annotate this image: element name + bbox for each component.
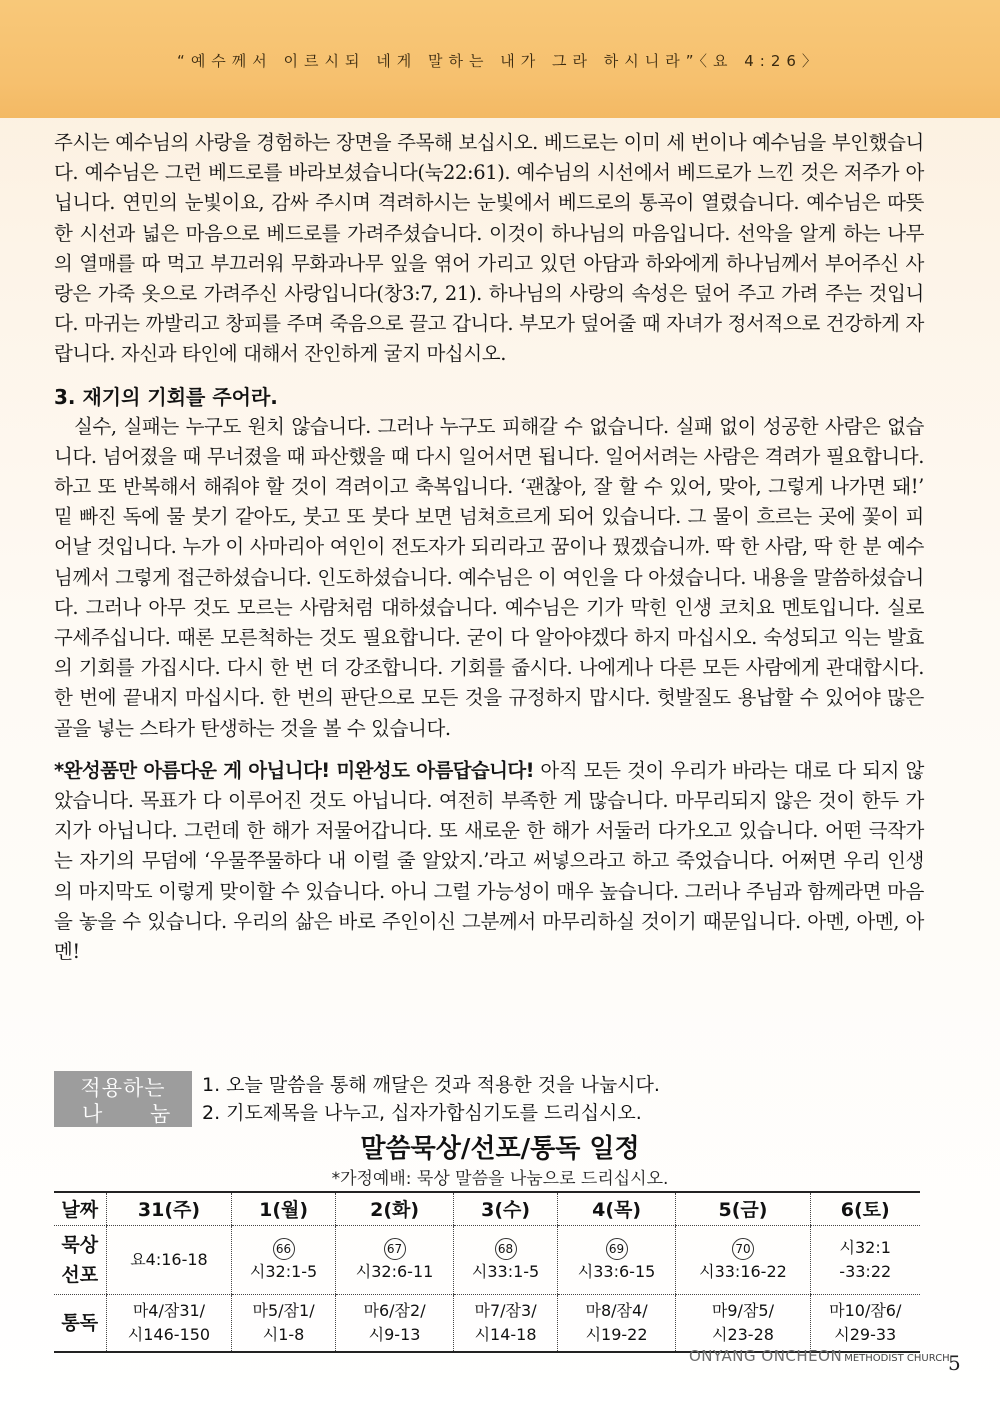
- schedule-cell: 요4:16-18: [106, 1225, 232, 1294]
- schedule-day: 31(주): [106, 1192, 232, 1225]
- application-item-2: 2. 기도제목을 나누고, 십자가합심기도를 드리십시오.: [202, 1102, 642, 1124]
- application-label: 적용하는 나 눔: [54, 1071, 192, 1127]
- schedule-cell: 67 시32:6-11: [335, 1225, 454, 1294]
- application-section: [54, 1071, 924, 1127]
- schedule-cell: 마5/잠1/ 시1-8: [232, 1294, 335, 1352]
- page-number: 5: [948, 1351, 961, 1375]
- section-3-heading: 3. 재기의 기회를 주어라.: [54, 384, 278, 409]
- paragraph-2: 실수, 실패는 누구도 원치 않습니다. 그러나 누구도 피해갈 수 없습니다. 실패 없이 성공한 사람은 없습니다. 넘어졌을 때 무너졌을 때 파산했을 때 다시 일어서면 됩니다. 일어서려는 사람은 격려가 필요합니다. 하고 또 반복해서 해줘야 할 것이 격려이고 축복입니다. ‘괜찮아, 잘 할 수 있어, 맞아, 그렇게 나가면 돼!’ 밑 빠진 독에 물 붓기 같아도, 붓고 또 붓다 보면 넘쳐흐르게 되어 있습니다. 그 물이 흐르는 곳에 꽃이 피어날 것입니다. 누가 이 사마리아 여인이 전도자가 되리라고 꿈이나 꿨겠습니까. 딱 한 사람, 딱 한 분 예수님께서 그렇게 접근하셨습니다. 인도하셨습니다. 예수님은 이 여인을 다 아셨습니다. 내용을 말씀하셨습니다. 그러나 아무 것도 모르는 사람처럼 대하셨습니다. 예수님은 기가 막힌 인생 코치요 멘토입니다. 실로 구세주십니다. 때론 모른척하는 것도 필요합니다. 굳이 다 알아야겠다 하지 마십시오. 숙성되고 익는 발효의 기회를 가집시다. 다시 한 번 더 강조합니다. 기회를 줍시다. 나에게나 다른 모든 사람에게 관대합시다. 한 번에 끝내지 마십시다. 한 번의 판단으로 모든 것을 규정하지 맙시다. 헛발질도 용납할 수 있어야 많은 골을 넣는 스타가 탄생하는 것을 볼 수 있습니다.: [54, 414, 924, 740]
- schedule-row-reading: [54, 1294, 920, 1352]
- schedule-day: 1(월): [232, 1192, 335, 1225]
- schedule-cell: 70 시33:16-22: [676, 1225, 810, 1294]
- schedule-cell: 시32:1 -33:22: [810, 1225, 920, 1294]
- schedule-cell: 마4/잠31/ 시146-150: [106, 1294, 232, 1352]
- schedule-day: 2(화): [335, 1192, 454, 1225]
- schedule-day: 4(목): [557, 1192, 676, 1225]
- schedule-row-meditation: [54, 1225, 920, 1294]
- row-label-meditation: 묵상 선포: [54, 1225, 106, 1294]
- schedule-header-row: [54, 1192, 920, 1225]
- schedule-cell: 69 시33:6-15: [557, 1225, 676, 1294]
- application-items: [202, 1071, 922, 1127]
- schedule-day: 3(수): [454, 1192, 557, 1225]
- row-label-reading: 통독: [54, 1294, 106, 1352]
- application-item-1: 1. 오늘 말씀을 통해 깨달은 것과 적용한 것을 나눕시다.: [202, 1074, 660, 1096]
- schedule-title: 말씀묵상/선포/통독 일정: [360, 1134, 640, 1164]
- schedule-cell: 68 시33:1-5: [454, 1225, 557, 1294]
- schedule-cell: 마10/잠6/ 시29-33: [810, 1294, 920, 1352]
- header-verse: “예수께서 이르시되 네게 말하는 내가 그라 하시니라”〈요 4:26〉: [177, 52, 823, 70]
- schedule-day: 6(토): [810, 1192, 920, 1225]
- paragraph-1: 주시는 예수님의 사랑을 경험하는 장면을 주목해 보십시오. 베드로는 이미 세 번이나 예수님을 부인했습니다. 예수님은 그런 베드로를 바라보셨습니다(눅22:61). 예수님의 시선에서 베드로가 느낀 것은 저주가 아닙니다. 연민의 눈빛이요, 감싸 주시며 격려하시는 눈빛에서 베드로의 통곡이 열렸습니다. 예수님은 따뜻한 시선과 넓은 마음으로 베드로를 가려주셨습니다. 이것이 하나님의 마음입니다. 선악을 알게 하는 나무의 열매를 따 먹고 부끄러워 무화과나무 잎을 엮어 가리고 있던 아담과 하와에게 하나님께서 부어주신 사랑은 가죽 옷으로 가려주신 사랑입니다(창3:7, 21). 하나님의 사랑의 속성은 덮어 주고 가려 주는 것입니다. 마귀는 까발리고 창피를 주며 죽음으로 끌고 갑니다. 부모가 덮어줄 때 자녀가 정서적으로 건강하게 자랍니다. 자신과 타인에 대해서 잔인하게 굴지 마십시오.: [54, 131, 924, 366]
- schedule-cell: 마6/잠2/ 시9-13: [335, 1294, 454, 1352]
- church-brand: ONYANG ONCHEON METHODIST CHURCH: [689, 1347, 950, 1365]
- schedule-cell: 마7/잠3/ 시14-18: [454, 1294, 557, 1352]
- schedule-header-day: 날짜: [54, 1192, 106, 1225]
- paragraph-3-lead: *완성품만 아름다운 게 아닙니다! 미완성도 아름답습니다!: [54, 758, 534, 782]
- schedule-cell: 마8/잠4/ 시19-22: [557, 1294, 676, 1352]
- schedule-cell: 66 시32:1-5: [232, 1225, 335, 1294]
- schedule-day: 5(금): [676, 1192, 810, 1225]
- schedule-note: *가정예배: 묵상 말씀을 나눔으로 드리십시오.: [331, 1169, 669, 1189]
- schedule-cell: 마9/잠5/ 시23-28: [676, 1294, 810, 1352]
- paragraph-3: [54, 756, 924, 967]
- article-body: [54, 128, 924, 967]
- paragraph-3-rest: 아직 모든 것이 우리가 바라는 대로 다 되지 않았습니다. 목표가 다 이루어진 것도 아닙니다. 여전히 부족한 게 많습니다. 마무리되지 않은 것이 한두 가지가 아닙니다. 그런데 한 해가 저물어갑니다. 또 새로운 한 해가 서둘러 다가오고 있습니다. 어떤 극작가는 자기의 무덤에 ‘우물쭈물하다 내 이럴 줄 알았지.’라고 써넣으라고 하고 죽었습니다. 어쩌면 우리 인생의 마지막도 이렇게 맞이할 수 있습니다. 아니 그럴 가능성이 매우 높습니다. 그러나 주님과 함께라면 마음을 놓을 수 있습니다. 우리의 삶은 바로 주인이신 그분께서 마무리하실 것이기 때문입니다. 아멘, 아멘, 아멘!: [54, 758, 924, 964]
- schedule-table: [54, 1191, 920, 1353]
